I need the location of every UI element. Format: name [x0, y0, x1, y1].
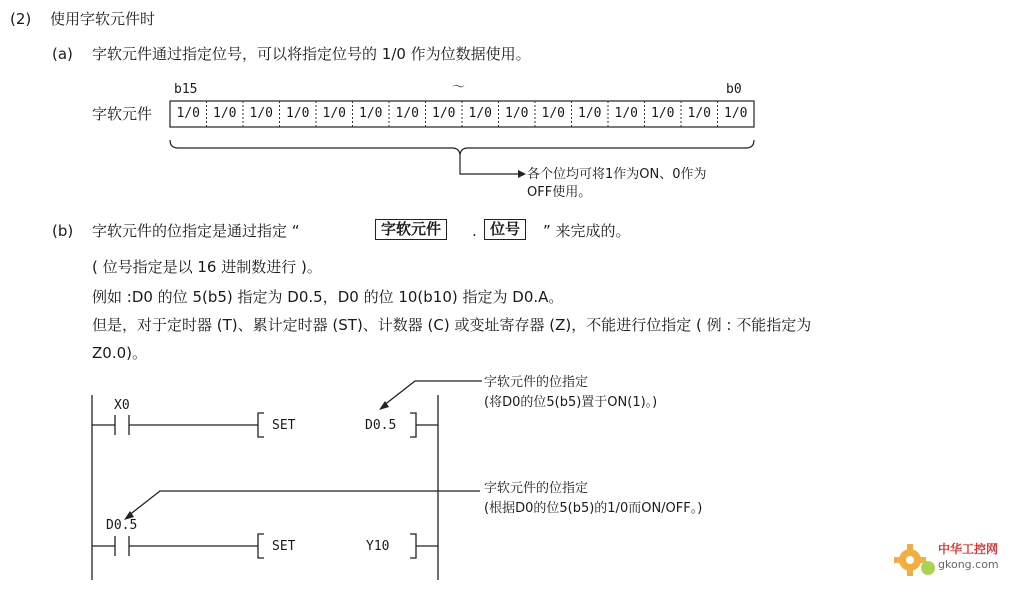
contact-x0-label: X0 [114, 398, 130, 413]
watermark [890, 532, 1020, 588]
para-b-line2: ( 位号指定是以 16 进制数进行 )。 [92, 258, 322, 276]
watermark-name: 中华工控网 [938, 542, 999, 556]
para-b-line5: Z0.0)。 [92, 344, 147, 362]
set-operand-2: Y10 [366, 539, 390, 554]
bit-low-label: b0 [726, 82, 742, 97]
note1-line1: 字软元件的位指定 [484, 375, 589, 390]
set-bracket-left-2 [258, 534, 264, 558]
para-b-text-before: 字软元件的位指定是通过指定 “ [92, 222, 300, 240]
bit-bracket [170, 140, 754, 156]
watermark-url: gkong.com [938, 558, 999, 571]
para-a-text: 字软元件通过指定位号，可以将指定位号的 1/0 作为位数据使用。 [92, 45, 531, 63]
note1-line2: (将D0的位5(b5)置于ON(1)。) [484, 395, 658, 410]
word-device-box: 字软元件 [375, 219, 447, 240]
set-instruction-1: SET [272, 418, 296, 433]
bit-row-label: 字软元件 [92, 105, 153, 123]
bit-cell: 1/0 [724, 106, 748, 121]
bit-cell: 1/0 [578, 106, 602, 121]
para-b-line4: 但是，对于定时器 (T)、累计定时器 (ST)、计数器 (C) 或变址寄存器 (Z)，不能进行位指定 ( 例 : 不能指定为 [92, 316, 812, 334]
bit-note-leader [460, 156, 518, 174]
bit-cell: 1/0 [541, 106, 565, 121]
bit-cell: 1/0 [176, 106, 200, 121]
note2-line1: 字软元件的位指定 [484, 481, 589, 496]
contact-d05-label: D0.5 [106, 518, 138, 533]
section-title: 使用字软元件时 [50, 10, 156, 28]
bit-cell: 1/0 [359, 106, 383, 121]
set-instruction-2: SET [272, 539, 296, 554]
bit-cell: 1/0 [614, 106, 638, 121]
set-operand-1: D0.5 [365, 418, 397, 433]
bit-cell: 1/0 [286, 106, 310, 121]
bit-cell: 1/0 [651, 106, 675, 121]
bit-cell: 1/0 [213, 106, 237, 121]
bit-cell: 1/0 [505, 106, 529, 121]
bit-note-line1: 各个位均可将1作为ON、0作为 [527, 167, 707, 182]
para-b-text-after: ” 来完成的。 [543, 222, 631, 240]
section-number: (2) [10, 10, 32, 28]
para-b-line3: 例如 :D0 的位 5(b5) 指定为 D0.5，D0 的位 10(b10) 指定为 D0.A。 [92, 288, 564, 306]
set-bracket-right-2 [410, 534, 416, 558]
bit-cell: 1/0 [249, 106, 273, 121]
para-b-label: (b) [52, 222, 74, 240]
bit-cell: 1/0 [468, 106, 492, 121]
note2-line2: (根据D0的位5(b5)的1/0而ON/OFF。) [484, 501, 703, 516]
bit-note-line2: OFF使用。 [527, 185, 592, 200]
para-a-label: (a) [52, 45, 73, 63]
set-bracket-left-1 [258, 413, 264, 437]
note1-leader [383, 381, 482, 406]
bit-number-box: 位号 [484, 219, 526, 240]
note2-leader [128, 491, 480, 516]
bit-cell: 1/0 [432, 106, 456, 121]
bit-note-arrowhead [518, 170, 526, 178]
bit-cell: 1/0 [687, 106, 711, 121]
set-bracket-right-1 [410, 413, 416, 437]
dot-separator: . [472, 222, 477, 240]
bit-range-tilde: ～ [452, 80, 466, 95]
bit-cell: 1/0 [395, 106, 419, 121]
bit-cell: 1/0 [322, 106, 346, 121]
bit-high-label: b15 [174, 82, 198, 97]
